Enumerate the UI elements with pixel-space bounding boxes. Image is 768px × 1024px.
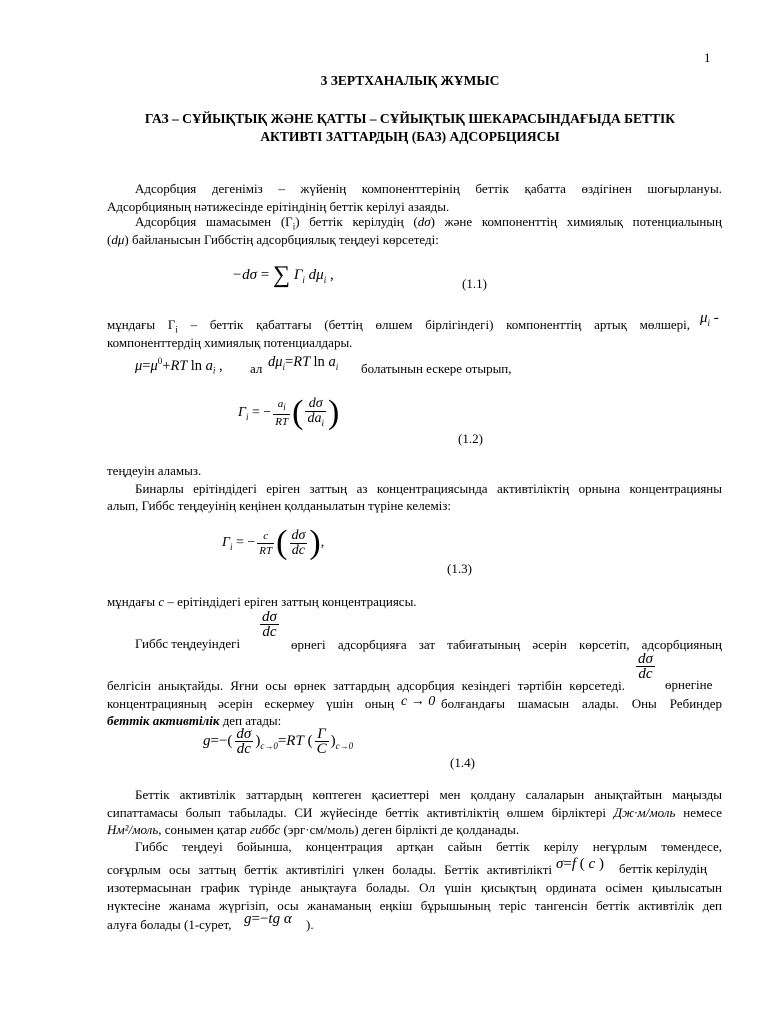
text-surface-activity-term: беттік активтілік деп атады: xyxy=(107,713,282,728)
equation-number-1-2: (1.2) xyxy=(458,431,483,446)
para-gibbs-unit: Нм²/моль, сонымен қатар гиббс (эрг·см/моль) деген бірлікті де қолданады. xyxy=(107,822,520,837)
text-in-gibbs-equation: Гиббс теңдеуіндегі xyxy=(135,636,241,651)
section-title-line2: АКТИВТІ ЗАТТАРДЫҢ (БАЗ) АДСОРБЦИЯСЫ xyxy=(260,129,560,144)
equation-gibbs-adsorption: −dσ = ∑ $\Gamma_i$ $d\mu_i$ , xyxy=(232,262,334,288)
para-figure-reference: алуға болады (1-сурет, xyxy=(107,917,232,932)
equation-gamma-activity: $\Gamma_i$ = − $\frac{a_i}{RT}$ ( $\frac{d\sigma}{da_i}$ ) xyxy=(238,394,340,431)
para-tangent-line: нүктесіне жанама жүргізіп, осы жанаманың еңкіш бұрышының теріс тангенсін беттік активтілік деп xyxy=(107,898,722,913)
para-adsorption-definition-cont: Адсорбцияның нәтижесінде ерітіндінің беттік керілуі азаяды. xyxy=(107,199,450,214)
text-expression-shows: өрнегі адсорбцияға зат табиғатының әсерін көрсетіп, адсорбцияның xyxy=(291,637,722,652)
text-where-gamma: мұндағы $Г_i$ – беттік қабаттағы (беттің өлшем бірлігіндегі) компоненттің артық мөлшері, xyxy=(107,317,690,335)
text-we-get-equation: теңдеуін аламыз. xyxy=(107,463,202,478)
equation-gamma-concentration: $\Gamma_i$ = − $\frac{c}{RT}$ ( $\frac{d\sigma}{dc}$ ), xyxy=(222,524,325,561)
symbol-mu-i: $\mu_i$ - xyxy=(700,310,719,328)
para-isotherm-graph: изотермасынан график түрінде анықтауға болады. Ол үшін қисықтың ордината осімен қиылысатын xyxy=(107,880,722,895)
equation-number-1-4: (1.4) xyxy=(450,755,475,770)
para-concentration-effect: Гиббс теңдеуі бойынша, концентрация артқан сайын беттік керілу неғұрлым төмендесе, xyxy=(135,839,722,854)
para-adsorption-definition: Адсорбция дегеніміз – жүйенің компоненттерінің беттік қабатта өздігінен шоғырлануы. xyxy=(135,181,722,196)
para-surface-activity-importance: Беттік активтілік заттардың көптеген қасиеттері мен қолдану салаларын анықтайтын маңызды xyxy=(135,787,722,802)
para-gibbs-intro: Адсорбция шамасымен $(Г_i)$ беттік керілудің (dσ) және компоненттің химиялық потенциалының xyxy=(135,214,722,232)
text-surface-tension: беттік керілудің xyxy=(619,861,707,876)
para-si-units: сипаттамасы болып табылады. СИ жүйесінде беттік активтіліктің өлшем бірліктері Дж·м/моль немесе xyxy=(107,805,722,820)
lab-work-title: 3 ЗЕРТХАНАЛЫҚ ЖҰМЫС xyxy=(320,73,500,88)
fraction-dsigma-dc-2: $\frac{d\sigma}{dc}$ xyxy=(638,651,653,682)
text-to-ignore-concentration: концентрацияның әсерін ескермеу үшін оның xyxy=(107,696,394,711)
para-binary-solution: Бинарлы ерітіндідегі еріген заттың аз концентрациясында активтіліктің орнына концентрацияны xyxy=(135,481,722,496)
text-taking-into-account: болатынын ескере отырып, xyxy=(361,361,512,376)
text-defines-sign: белгісін анықтайды. Яғни осы өрнек заттардың адсорбция кезіндегі тәртібін көрсетеді. xyxy=(107,678,625,693)
fraction-dsigma-dc-1: $\frac{d\sigma}{dc}$ xyxy=(262,609,277,640)
para-gibbs-intro-cont: (dμ) байланысын Гиббстің адсорбциялық теңдеуі көрсетеді: xyxy=(107,232,439,247)
equation-g-minus-tg-alpha: g=−tg α xyxy=(244,911,292,927)
para-greater-activity: соғұрлым осы заттың беттік активтілігі үлкен болады. Беттік активтілікті xyxy=(107,862,552,877)
text-where-c: мұндағы c – ерітіндідегі еріген заттың концентрациясы. xyxy=(107,594,417,609)
text-expression: өрнегіне xyxy=(665,677,713,692)
text-chemical-potentials: компоненттердің химиялық потенциалдары. xyxy=(107,335,353,350)
equation-surface-activity: g=−( $\frac{d\sigma}{dc}$ )$_{c\to 0}=RT$ ( $\frac{\Gamma}{C}$ )$_{c\to 0}$ xyxy=(203,726,354,757)
text-closing-paren: ). xyxy=(306,917,314,932)
text-rebinder: болғандағы шамасын алады. Оны Ребиндер xyxy=(441,696,722,711)
expression-c-to-zero: c → 0 xyxy=(401,694,436,709)
para-binary-solution-cont: алып, Гиббс теңдеуінің кеңінен қолданылатын түріне келеміз: xyxy=(107,498,452,513)
equation-dmu-definition: $d\mu_i=RT$ $\ln a_i$ xyxy=(268,354,339,372)
page-number: 1 xyxy=(704,50,711,65)
text-and: ал xyxy=(250,361,263,376)
equation-mu-definition: $\mu=\mu^0+RT$ $\ln a_i$ , xyxy=(135,356,223,376)
equation-number-1-3: (1.3) xyxy=(447,561,472,576)
equation-number-1-1: (1.1) xyxy=(462,276,487,291)
equation-sigma-f-c: σ=f ( c ) xyxy=(556,856,604,872)
section-title-line1: ГАЗ – СҰЙЫҚТЫҚ ЖӘНЕ ҚАТТЫ – СҰЙЫҚТЫҚ ШЕКАРАСЫНДАҒЫДА БЕТТІК xyxy=(144,111,676,126)
